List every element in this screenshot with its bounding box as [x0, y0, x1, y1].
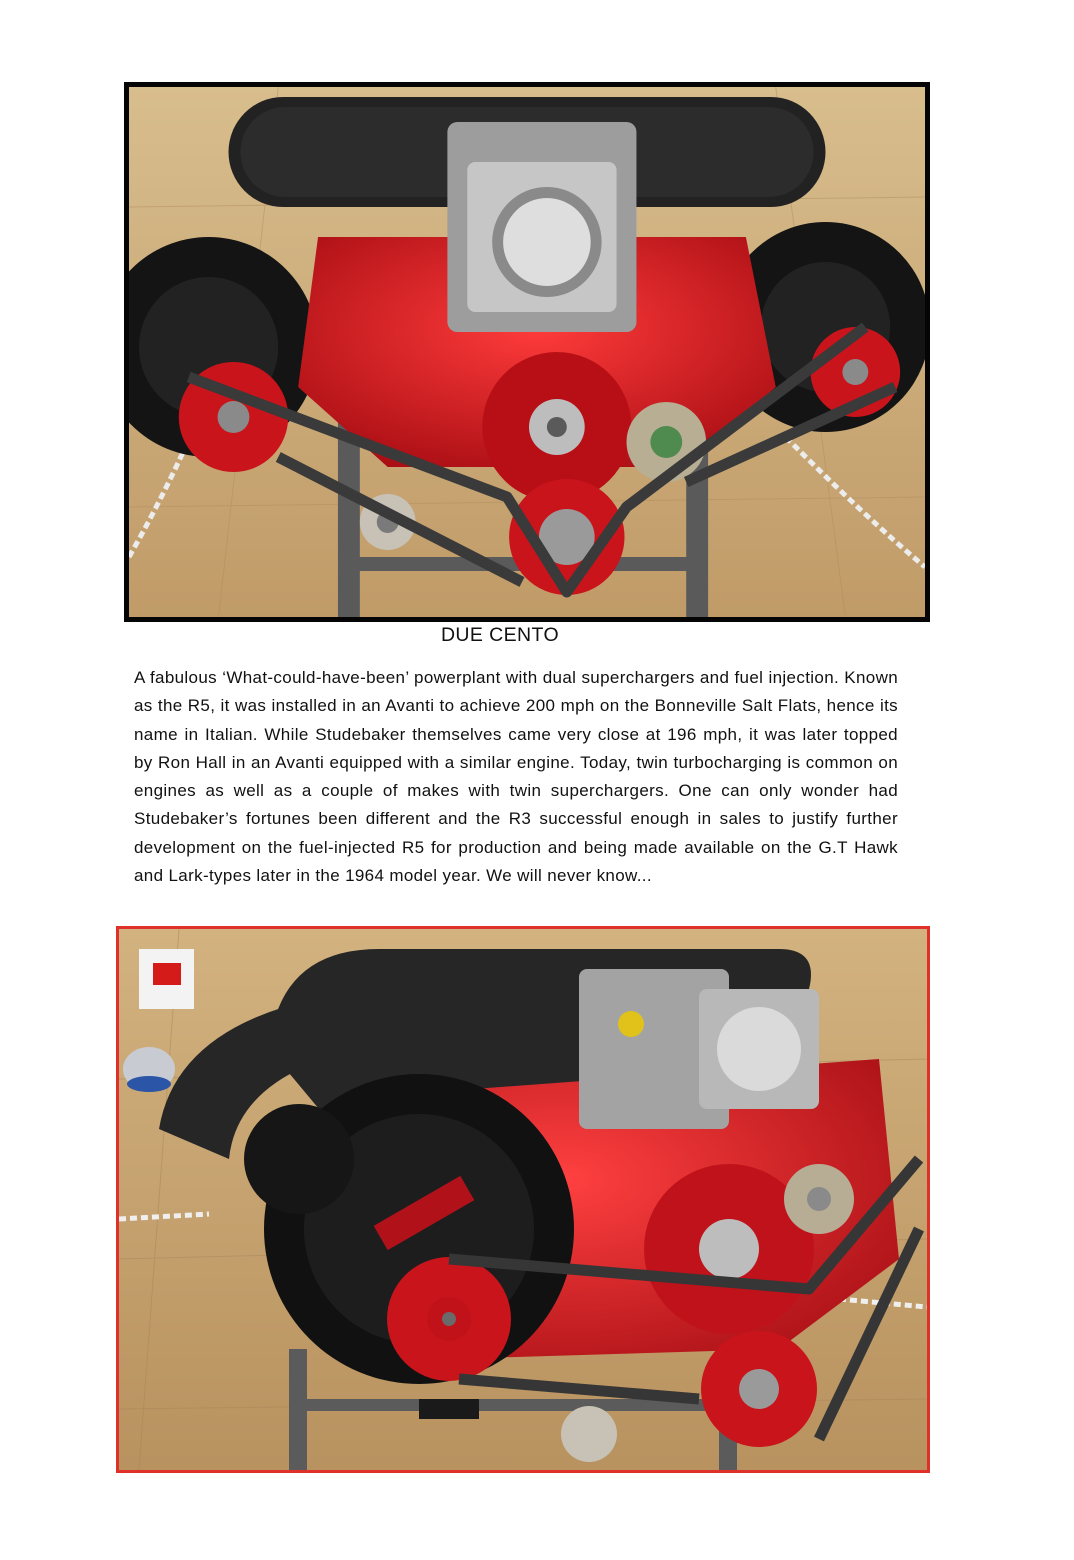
- engine-photo-front: [124, 82, 930, 622]
- photo-caption: DUE CENTO: [440, 624, 560, 646]
- engine-front-illustration: [129, 87, 925, 617]
- description-paragraph: A fabulous ‘What-could-have-been’ powerplant with dual superchargers and fuel injection. Known as the R5, it was installed in an Avanti to achieve 200 mph on the Bonneville Salt Flats, hence its name in Italian. While Studebaker themselves came very close at 196 mph, it was later topped by Ron Hall in an Avanti equipped with a similar engine. Today, twin turbocharging is common on engines as well as a couple of makes with twin superchargers. One can only wonder had Studebaker’s fortunes been different and the R3 successful enough in sales to justify further development on the fuel-injected R5 for production and being made available on the G.T Hawk and Lark-types later in the 1964 model year. We will never know...: [134, 668, 898, 886]
- engine-angle-illustration: [119, 929, 927, 1470]
- engine-photo-angle: [116, 926, 930, 1473]
